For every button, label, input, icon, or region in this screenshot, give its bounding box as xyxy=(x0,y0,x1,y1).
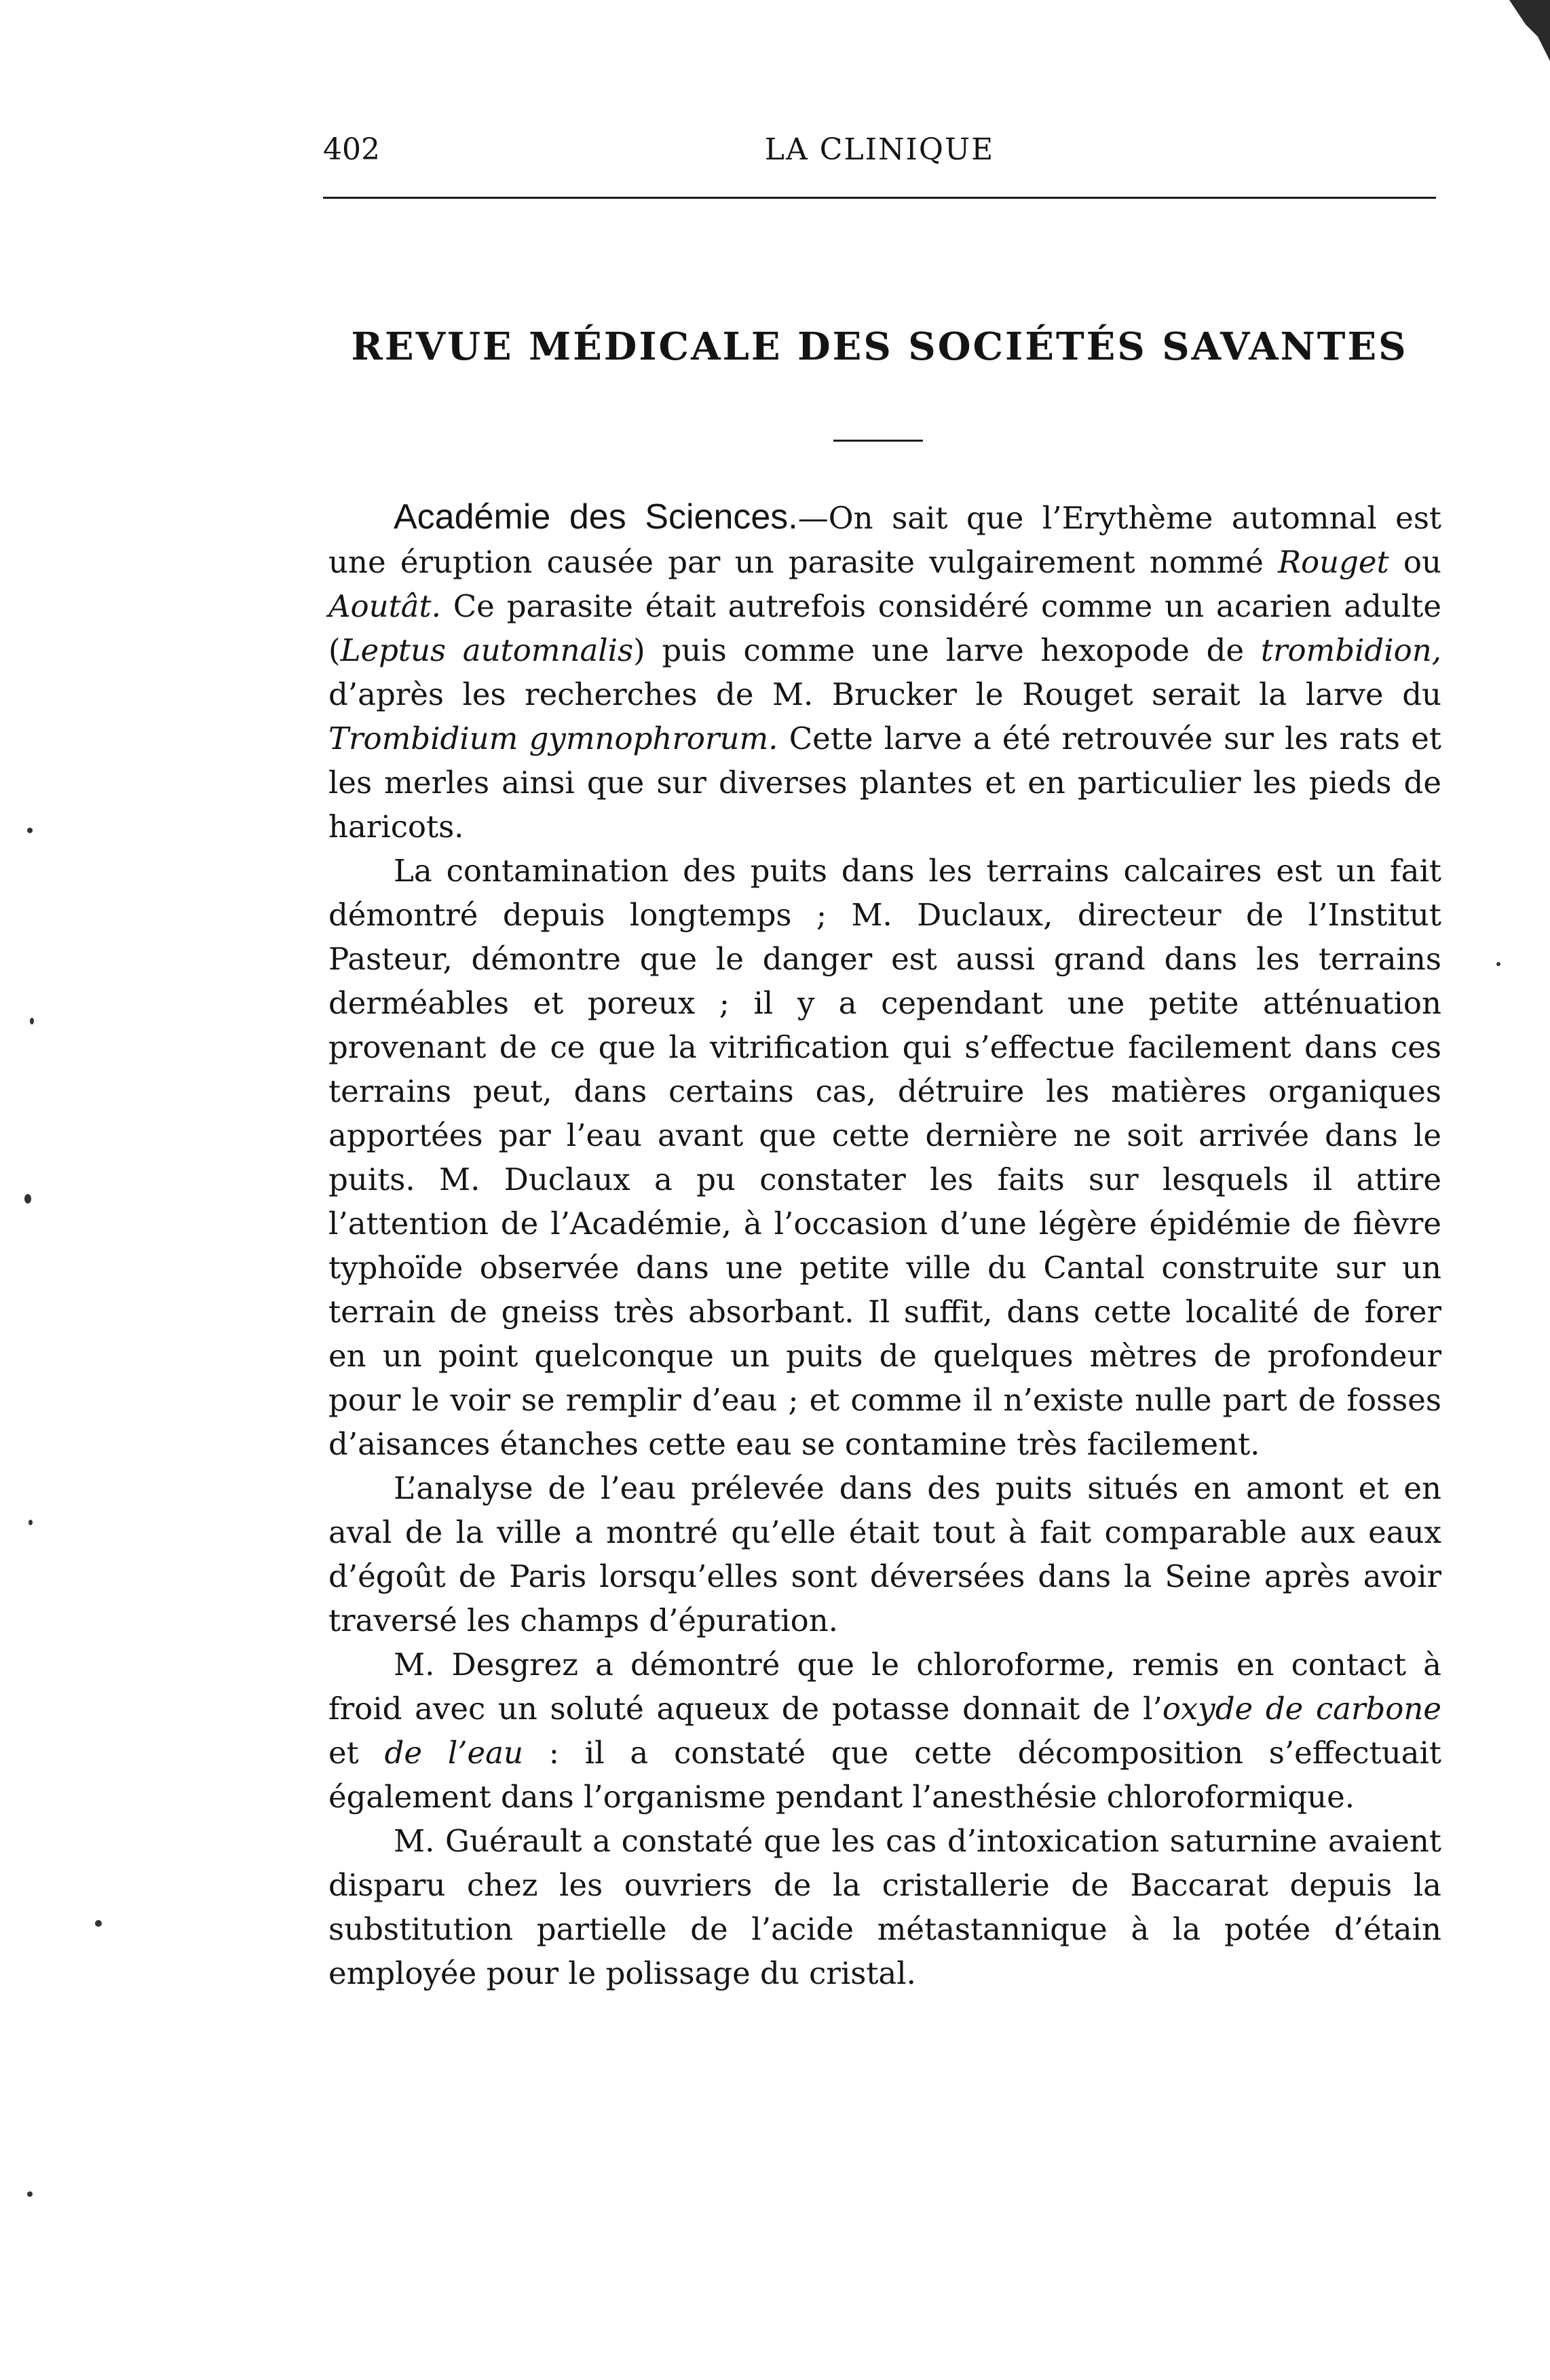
text-run: Ce parasite était autrefois considéré comme un acarien adulte ( xyxy=(328,588,1441,668)
page-number: 402 xyxy=(323,132,380,167)
paragraph-academie xyxy=(328,495,1441,849)
paragraph-analyse: L’analyse de l’eau prélevée dans des puits situés en amont et en aval de la ville a montré qu’elle était tout à fait comparable aux eaux d’égoût de Paris lorsqu’elles sont déversées dans la Seine après avoir traversé les champs d’épuration. xyxy=(328,1470,1441,1638)
text-run: M. Desgrez a démontré que le chloroforme, remis en contact à froid avec un soluté aqueux de potasse donnait de l’ xyxy=(328,1647,1441,1727)
text-run: et xyxy=(328,1735,385,1771)
journal-title: LA CLINIQUE xyxy=(764,132,995,167)
header-rule xyxy=(323,197,1436,199)
text-run: : il a constaté que cette décomposition s’effectuait également dans l’organisme pendant l’anesthésie chloroformique. xyxy=(328,1735,1441,1815)
margin-speck xyxy=(27,2191,33,2197)
margin-speck xyxy=(1496,962,1500,966)
paragraph-contamination: La contamination des puits dans les terrains calcaires est un fait démontré depuis longtemps ; M. Duclaux, directeur de l’Institut Pasteur, démontre que le danger est aussi grand dans les terrains derméables et poreux ; il y a cependant une petite atténuation provenant de ce que la vitrification qui s’effectue facilement dans ces terrains peut, dans certains cas, détruire les matières organiques apportées par l’eau avant que cette dernière ne soit arrivée dans le puits. M. Duclaux a pu constater les faits sur lesquels il attire l’attention de l’Académie, à l’occasion d’une légère épidémie de fièvre typhoïde observée dans une petite ville du Cantal construite sur un terrain de gneiss très absorbant. Il suffit, dans cette localité de forer en un point quelconque un puits de quelques mètres de profondeur pour le voir se remplir d’eau ; et comme il n’existe nulle part de fosses d’aisances étanches cette eau se contamine très facilement. xyxy=(328,853,1441,1462)
scan-corner-mark xyxy=(1509,0,1550,61)
text-run: Cette larve a été retrouvée sur les rats et les merles ainsi que sur diverses plantes et en particulier les pieds de haricots. xyxy=(328,721,1441,845)
italic-term: Leptus automnalis xyxy=(340,632,634,668)
body-text xyxy=(328,495,1441,1995)
italic-term: Aoutât. xyxy=(328,588,441,624)
italic-term: de l’eau xyxy=(384,1735,523,1771)
section-title: REVUE MÉDICALE DES SOCIÉTÉS SAVANTES xyxy=(351,324,1408,369)
running-head xyxy=(323,132,1436,173)
italic-term: oxyde de carbone xyxy=(1162,1691,1441,1727)
margin-speck xyxy=(27,828,33,833)
text-run: —On sait que l’Erythème automnal est une éruption causée par un parasite vulgairement nommé xyxy=(328,500,1441,580)
paragraph-lead: Académie des Sciences. xyxy=(394,497,798,537)
text-run: ) puis comme une larve hexopode de xyxy=(633,632,1261,668)
text-run: d’après les recherches de M. Brucker le Rouget serait la larve du xyxy=(328,676,1441,712)
italic-term: trombidion, xyxy=(1260,632,1441,668)
margin-speck xyxy=(29,1520,33,1525)
section-divider xyxy=(833,440,923,442)
paragraph-desgrez xyxy=(328,1643,1441,1819)
italic-term: Rouget xyxy=(1278,544,1389,580)
margin-speck xyxy=(95,1920,102,1927)
italic-term: Trombidium gymnophrorum. xyxy=(328,721,778,756)
margin-speck xyxy=(24,1194,31,1204)
paragraph-guerault: M. Guérault a constaté que les cas d’intoxication saturnine avaient disparu chez les ouvriers de la cristallerie de Baccarat depuis la substitution partielle de l’acide métastannique à la potée d’étain employée pour le polissage du cristal. xyxy=(328,1823,1441,1991)
text-run: ou xyxy=(1388,544,1441,580)
margin-speck xyxy=(30,1018,34,1024)
